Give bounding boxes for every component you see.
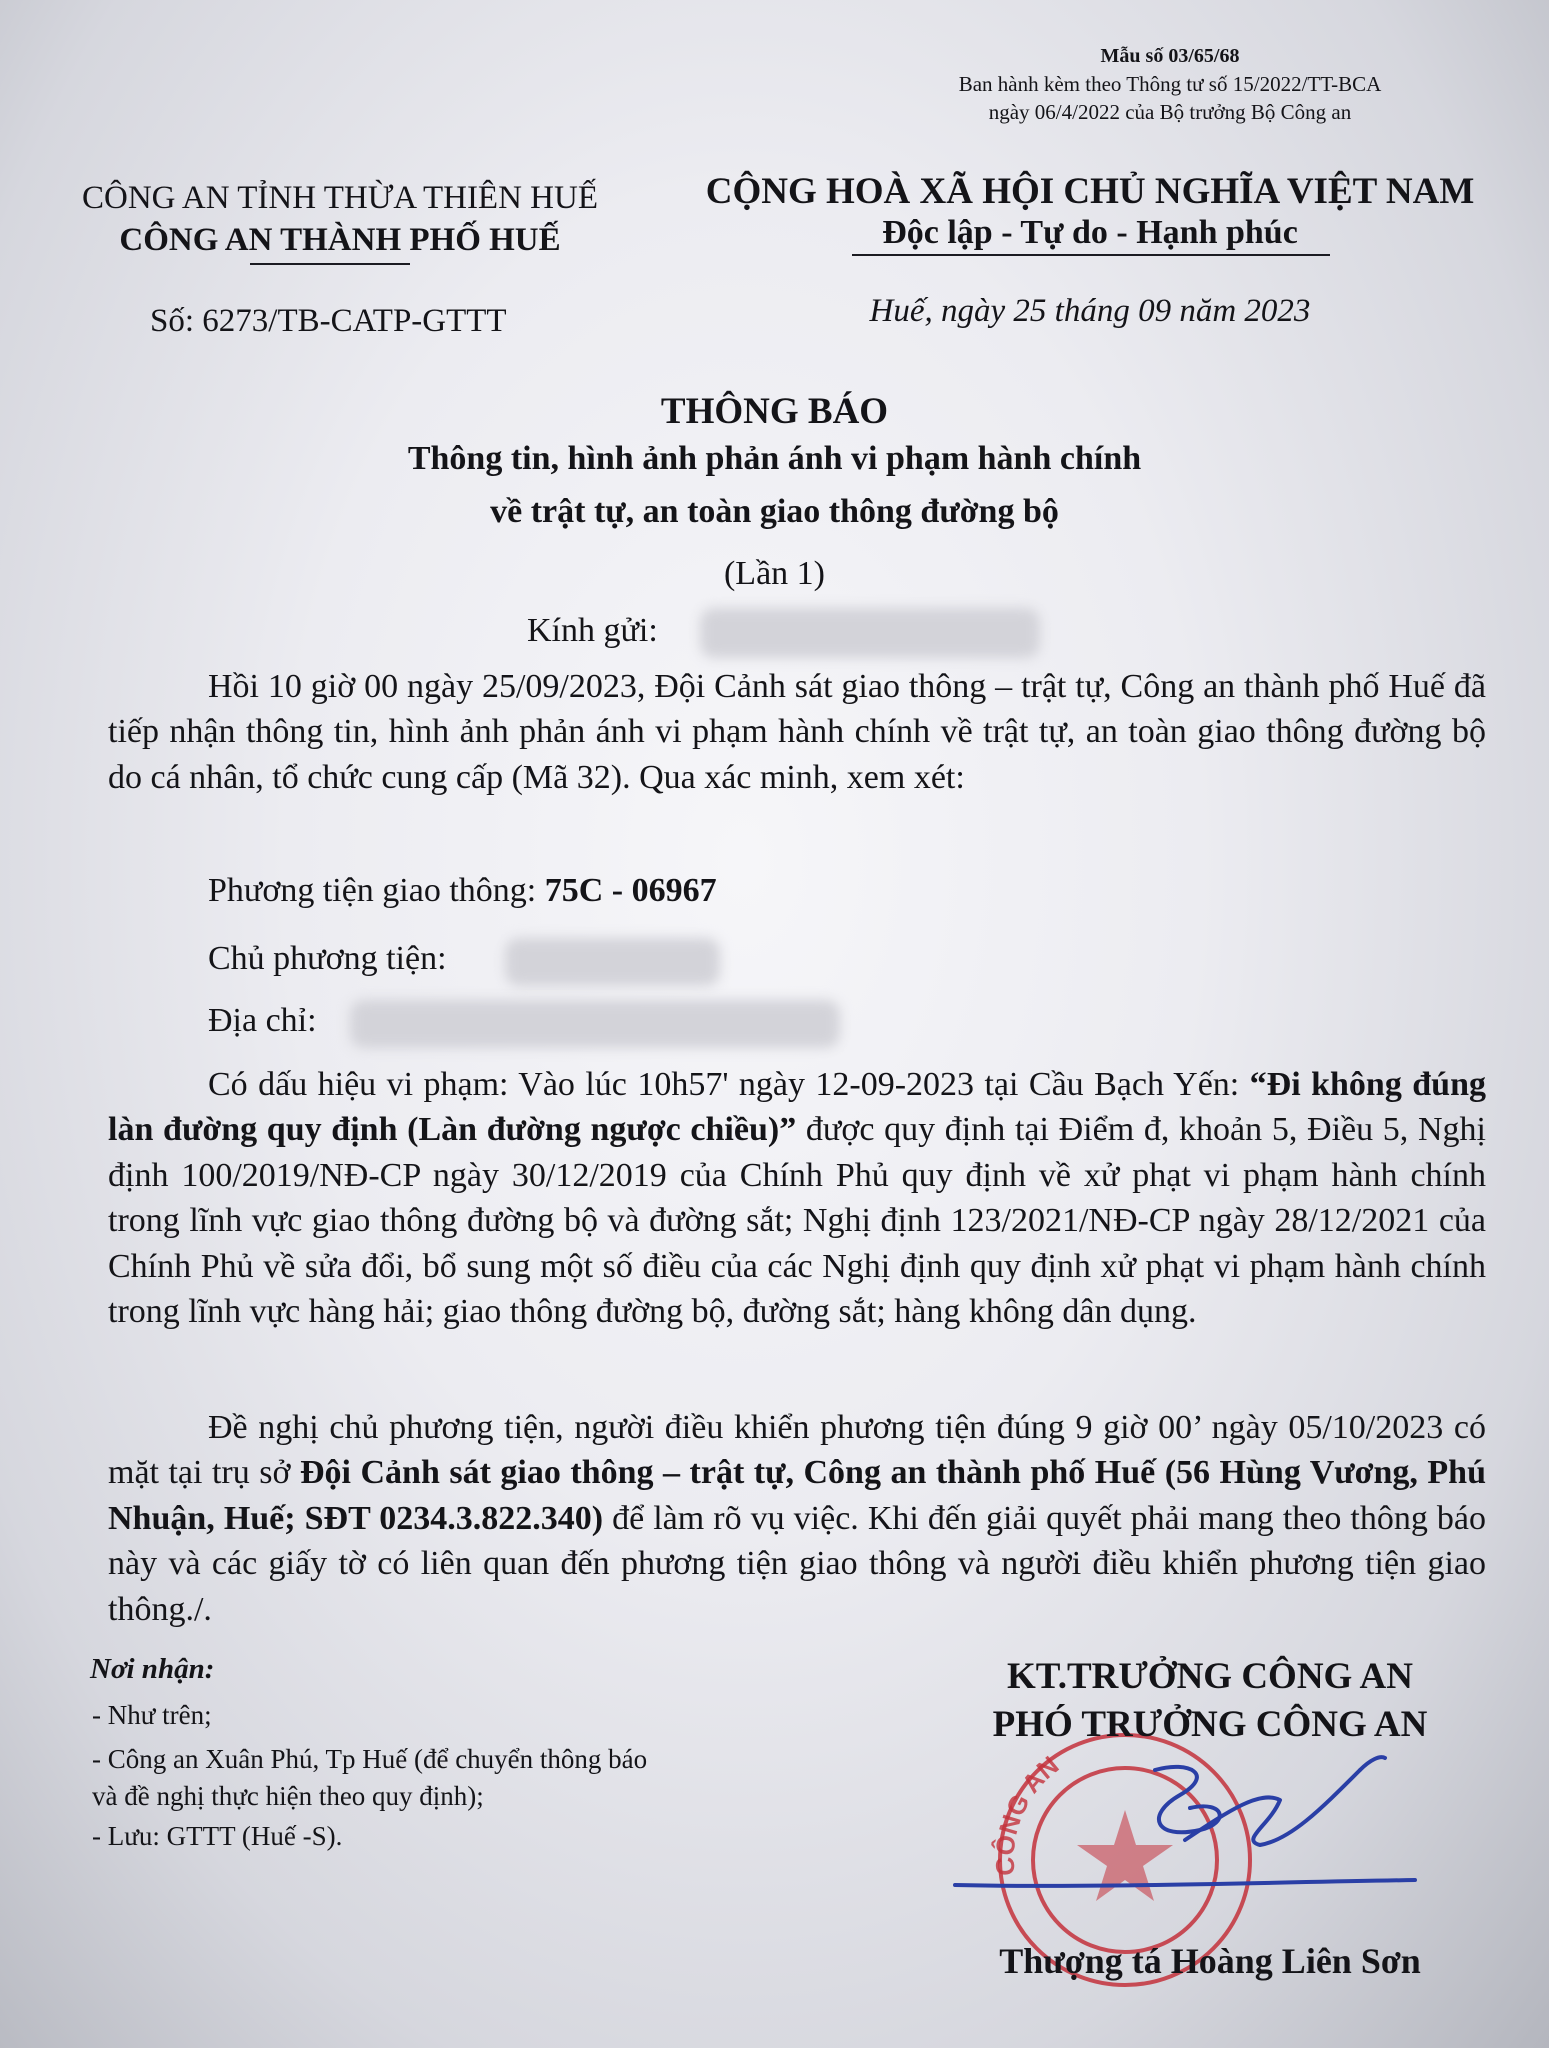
owner-label: Chủ phương tiện: (208, 940, 447, 977)
redacted-owner (505, 938, 720, 986)
stamp-text: CÔNG AN (989, 1749, 1065, 1877)
owner-field (208, 940, 447, 978)
address-field (208, 1002, 317, 1040)
recipient-item: - Như trên; (92, 1700, 212, 1730)
recipient-label: Kính gửi: (527, 612, 658, 649)
redacted-address (350, 1000, 840, 1048)
violation-prefix: Có dấu hiệu vi phạm: Vào lúc 10h57' ngày 12-09-2023 tại Cầu Bạch Yến: (208, 1066, 1240, 1103)
agency-parent: CÔNG AN TỈNH THỪA THIÊN HUẾ (81, 180, 598, 216)
recipient-item: - Công an Xuân Phú, Tp Huế (để chuyển thông báo (92, 1744, 648, 1774)
intro-paragraph (108, 664, 1486, 800)
signature-title-1: KT.TRƯỞNG CÔNG AN (1007, 1656, 1413, 1697)
redacted-recipient (700, 608, 1040, 658)
document-title: THÔNG BÁO (660, 391, 889, 432)
form-issued-line-2: ngày 06/4/2022 của Bộ trưởng Bộ Công an (988, 100, 1352, 124)
agency-underline (250, 263, 410, 265)
place-date: Huế, ngày 25 tháng 09 năm 2023 (869, 293, 1311, 329)
violation-name: “Đi không đúng làn đường quy định (Làn đường ngược chiều)” (108, 1066, 1486, 1149)
request-paragraph (108, 1405, 1486, 1632)
address-label: Địa chỉ: (208, 1002, 317, 1039)
document-subtitle-1: Thông tin, hình ảnh phản ánh vi phạm hành chính (407, 440, 1142, 477)
intro-text: Hồi 10 giờ 00 ngày 25/09/2023, Đội Cảnh sát giao thông – trật tự, Công an thành phố Huế đã tiếp nhận thông tin, hình ảnh phản ánh vi phạm hành chính về trật tự, an toàn giao thông đường bộ do cá nhân, tổ chức cung cấp (Mã 32). Qua xác minh, xem xét: (108, 668, 1486, 796)
recipient-item: - Lưu: GTTT (Huế -S). (92, 1821, 343, 1851)
agency-name: CÔNG AN THÀNH PHỐ HUẾ (119, 222, 561, 258)
nation-heading: CỘNG HOÀ XÃ HỘI CHỦ NGHĨA VIỆT NAM (705, 171, 1475, 212)
request-place: Đội Cảnh sát giao thông – trật tự, Công an thành phố Huế (56 Hùng Vương, Phú Nhuận, Huế; SĐT 0234.3.822.340) (108, 1454, 1486, 1537)
document-subtitle-2: về trật tự, an toàn giao thông đường bộ (490, 493, 1059, 530)
form-number: Mẫu số 03/65/68 (1100, 45, 1240, 67)
vehicle-plate: 75C - 06967 (544, 872, 717, 909)
signature-title-2: PHÓ TRƯỞNG CÔNG AN (992, 1704, 1428, 1745)
request-suffix: để làm rõ vụ việc. Khi đến giải quyết phải mang theo thông báo này và các giấy tờ có liên quan đến phương tiện giao thông và người điều khiển phương tiện giao thông./. (108, 1499, 1486, 1628)
violation-basis: được quy định tại Điểm đ, khoản 5, Điều 5, Nghị định 100/2019/NĐ-CP ngày 30/12/2019 của Chính Phủ quy định về xử phạt vi phạm hành chính trong lĩnh vực giao thông đường bộ và đường sắt; Nghị định 123/2021/NĐ-CP ngày 28/12/2021 của Chính Phủ về sửa đổi, bổ sung một số điều của các Nghị định quy định xử phạt vi phạm hành chính trong lĩnh vực hàng hải; giao thông đường bộ, đường sắt; hàng không dân dụng. (108, 1111, 1487, 1331)
request-prefix: Đề nghị chủ phương tiện, người điều khiển phương tiện đúng 9 giờ 00’ ngày 05/10/2023 có mặt tại trụ sở (108, 1409, 1486, 1492)
signer-name: Thượng tá Hoàng Liên Sơn (999, 1941, 1421, 1981)
vehicle-label: Phương tiện giao thông: (208, 872, 537, 909)
vehicle-field (208, 872, 717, 910)
form-issued-line-1: Ban hành kèm theo Thông tư số 15/2022/TT-BCA (958, 72, 1382, 96)
notice-round: (Lần 1) (723, 555, 825, 592)
recipient-item: và đề nghị thực hiện theo quy định); (92, 1781, 484, 1811)
motto: Độc lập - Tự do - Hạnh phúc (882, 214, 1298, 251)
recipients-title: Nơi nhận: (90, 1653, 215, 1685)
handwritten-signature (940, 1730, 1460, 1910)
motto-underline (852, 254, 1330, 256)
violation-paragraph (108, 1062, 1486, 1334)
document-number: Số: 6273/TB-CATP-GTTT (150, 303, 507, 339)
